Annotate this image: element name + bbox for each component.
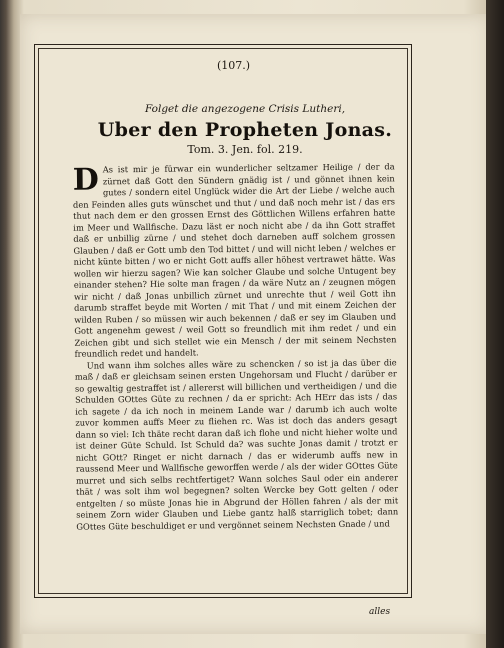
page-title: Uber den Propheten Jonas. — [97, 119, 393, 141]
source-reference: Tom. 3. Jen. fol. 219. — [187, 143, 303, 156]
text-frame-border — [34, 44, 412, 617]
drop-initial: D — [72, 162, 99, 198]
section-heading: Folget die angezogene Crisis Lutheri, — [144, 103, 346, 115]
paragraph-2: Und wann ihm solches alles wäre zu schencken / so ist ja das über die maß / daß er gleichsam seinen ersten Ungehorsam und Flucht / darüber er so gewaltig gestraffet ist / allererst will billichen und vertheidigen / und die Schulden GOttes Güte zu rechnen / da er spricht: Ach HErr das ists / das ich sagete / da ich noch in meinem Lande war / darumb ich auch wolte zuvor kommen auffs Meer zu fliehen rc. Was ist doch das anders gesagt dann so viel: Ich thäte recht daran daß ich flohe und nicht hieher wolte und ist deiner Güte Schuld. Ist Schuld da? was suchte Jonas damit / trotzt er nicht GOtt? Ringet er nicht darnach / das er widerumb auffs new in raussend Meer und Wallfische geworffen werde / als der wider GOttes Güte murret und sich selbs rechtfertiget? Wann solches Saul oder ein anderer thät / was solt ihm wol begegnen? solten Wercke bey Gott gelten / oder entgelten / so müste Jonas hie in Abgrund der Höllen fahren / als der mit seinem Zorn wider Glauben und Liebe gantz halß starriglich tobet; dann GOttes Güte beschuldiget er und vergönnet seinem Nechsten Gnade / und — [74, 356, 399, 532]
book-edge — [486, 0, 504, 648]
paragraph-1-text: As ist mir je fürwar ein wunderlicher seltzamer Heilige / der da zürnet daß Gott den Sündern gnädig ist / und gönnet ihnen kein gutes / sondern eitel Unglück wider die Art der Liebe / welche auch den Feinden alles guts wünschet und thut / und daß noch mehr ist / das ers thut nach dem er den grossen Ernst des Göttlichen Willens erfahren hatte im Meer und Wallfische. Dazu läst er noch nicht abe / da ihn Gott straffet daß er unbillig zürne / und stehet doch darneben auff solchem grossen Glauben / daß er Gott umb den Tod bittet / und will nicht leben / welches er nicht künte bitten / wo er nicht Gott auffs aller höhest vertrawet hätte. Was wollen wir hierzu sagen? Wie kan solcher Glaube und solche Untugent bey einander stehen? Hie solte man fragen / da wäre Nutz an / zeugnen mögen wir nicht / daß Jonas unbillich zürnet und unrechte thut / weil Gott ihn darumb straffet beyde mit Worten / mit That / und mit einem Zeichen der wilden Ruben / so müssen wir auch bekennen / daß er sey im Glauben und Gott angenehm gewest / weil Gott so freundlich mit ihm redet / und ein Zeichen gibt und sich stellet wie ein Mensch / der mit seinem Nechsten freundlich redet und handelt. — [72, 161, 397, 359]
page-number: (107.) — [217, 59, 251, 72]
body-text — [73, 161, 400, 624]
page-paper — [20, 14, 490, 634]
paragraph-1 — [73, 161, 397, 360]
catchword: alles — [369, 607, 391, 617]
